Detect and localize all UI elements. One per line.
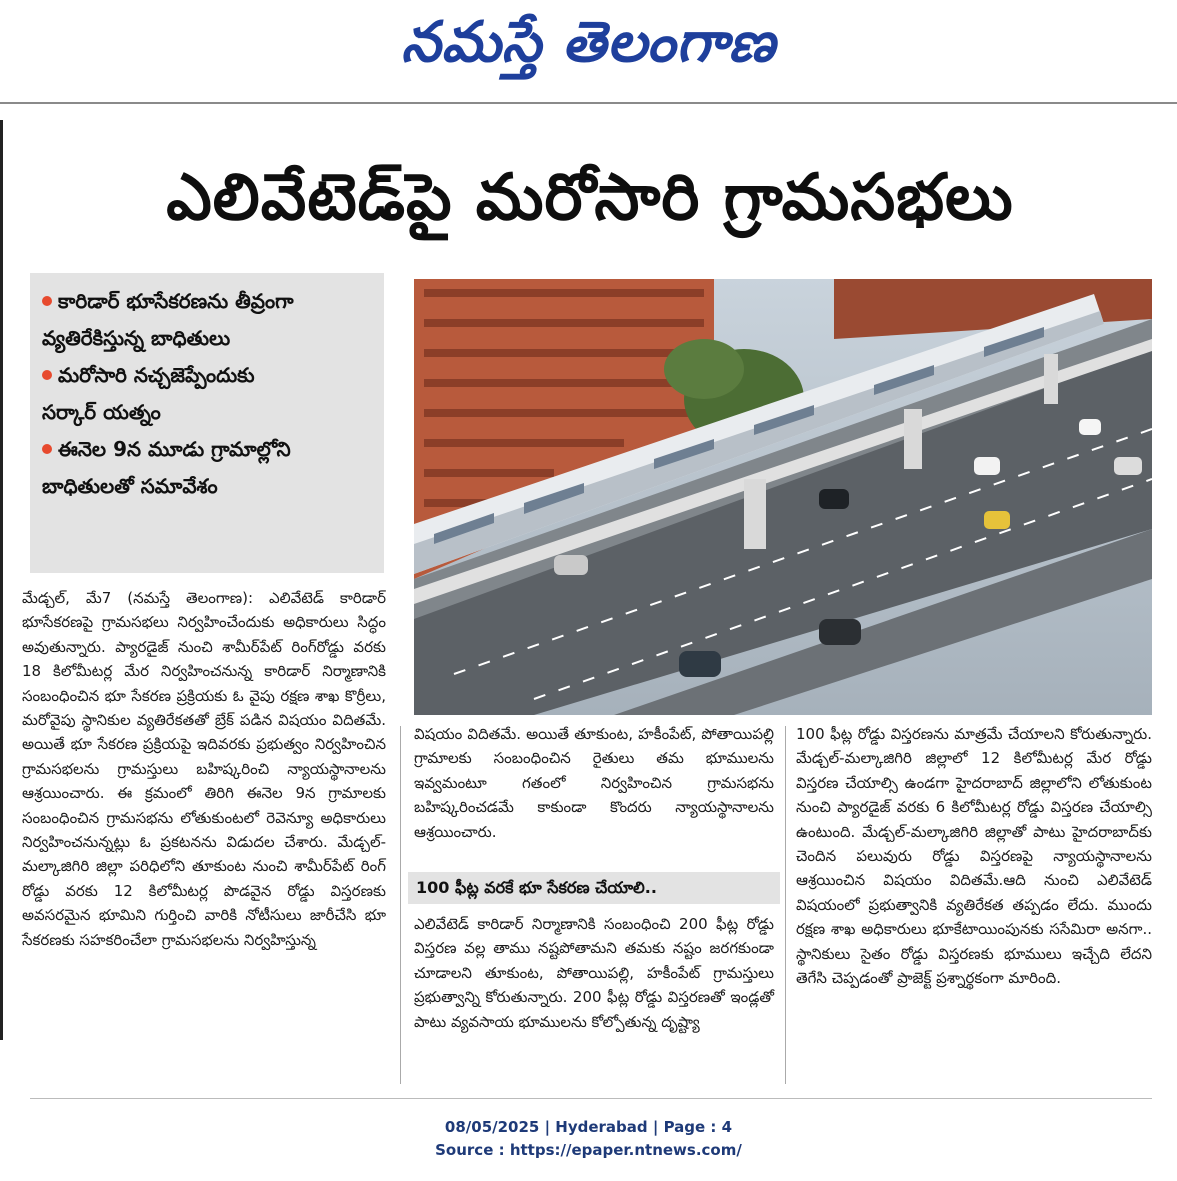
masthead-divider (0, 102, 1177, 104)
bullet-icon (42, 370, 52, 380)
article-column-3 (796, 722, 1152, 990)
edition-info: 08/05/2025 | Hyderabad | Page : 4 (444, 1118, 733, 1136)
highlight-item-continued: సర్కార్‌ యత్నం (42, 400, 161, 424)
article-paragraph: ఎలివేటెడ్‌ కారిడార్‌ నిర్మాణానికి సంబంధించి 200 ఫీట్ల రోడ్డు విస్తరణ వల్ల తాము నష్టపోతామని తమకు నష్టం జరగకుండా చూడాలని తూకుంట, పోతాయిపల్లి, హకీంపేట్‌ గ్రామస్తులు ప్రభుత్వాన్ని కోరుతున్నారు. 200 ఫీట్ల రోడ్డు విస్తరణతో ఇండ్లతో పాటు వ్యవసాయ భూములను కోల్పోతున్న దృష్ట్యా (414, 915, 774, 1031)
highlights-box (30, 273, 384, 573)
highlight-item-continued: వ్యతిరేకిస్తున్న బాధితులు (42, 326, 231, 350)
article-paragraph: మేడ్చల్‌, మే7 (నమస్తే తెలంగాణ): ఎలివేటెడ్‌ కారిడార్‌ భూసేకరణపై గ్రామసభలు నిర్వహించేందుకు అధికారులు సిద్ధం అవుతున్నారు. ప్యారడైజ్‌ నుంచి శామీర్‌పేట్‌ రింగ్‌రోడ్డు వరకు 18 కిలోమీటర్ల మేర నిర్వహించనున్న కారిడార్‌ నిర్మాణానికి సంబంధించిన భూ సేకరణ ప్రక్రియకు ఓ వైపు రక్షణ శాఖ కొర్రీలు, మరోవైపు స్థానికుల వ్యతిరేకతతో బ్రేక్‌ పడిన విషయం విదితమే. అయితే భూ సేకరణ ప్రక్రియపై ఇదివరకు ప్రభుత్వం నిర్వహించిన గ్రామసభలను గ్రామస్తులు బహిష్కరించి న్యాయస్థానాలను ఆశ్రయించారు. ఈ క్రమంలో తిరిగి ఈనెల 9న గ్రామాలకు సంబంధించిన గ్రామసభను లోతుకుంటలో రెవెన్యూ అధికారులు నిర్వహించనున్నట్లు ఓ ప్రకటనను విడుదల చేశారు. మేడ్చల్‌-మల్కాజిగిరి జిల్లా పరిధిలోని తూకుంట నుంచి శామీర్‌పేట్‌ రింగ్‌ రోడ్డు వరకు 12 కిలోమీటర్ల పొడవైన రోడ్డు విస్తరణకు అవసరమైన భూమిని గుర్తించి వారికి నోటీసులు జారీచేసి భూ సేకరణకు సహకరించేలా గ్రామసభలను నిర్వహిస్తున్న (22, 589, 386, 949)
highlight-item-continued: బాధితులతో సమావేశం (42, 474, 218, 498)
bullet-icon (42, 296, 52, 306)
masthead (0, 0, 1177, 102)
photo-illustration (414, 279, 1152, 715)
source-link[interactable]: Source : https://epaper.ntnews.com/ (435, 1141, 742, 1159)
elevated-metro-corridor-photo (414, 279, 1152, 715)
left-border-rule (0, 120, 3, 1040)
highlight-item: కారిడార్‌ భూసేకరణను తీవ్రంగా (42, 283, 372, 320)
column-divider (785, 726, 786, 1084)
article-headline: ఎలివేటెడ్‌పై మరోసారి గ్రామసభలు (166, 161, 1014, 235)
article-subheading: 100 ఫీట్ల వరకే భూ సేకరణ చేయాలి.. (408, 872, 780, 904)
article-paragraph: విషయం విదితమే. అయితే తూకుంట, హకీంపేట్‌, పోతాయిపల్లి గ్రామాలకు సంబంధించిన రైతులు తమ భూములను ఇవ్వమంటూ గతంలో నిర్వహించిన గ్రామసభను బహిష్కరించడమే కాకుండా కొందరు న్యాయస్థానాలను ఆశ్రయించారు. (414, 725, 774, 841)
highlight-item: ఈనెల 9న మూడు గ్రామాల్లోని (42, 431, 372, 468)
footer-divider (30, 1098, 1152, 1099)
article-column-2-continued (414, 912, 774, 1034)
newspaper-logo: నమస్తే తెలంగాణ (401, 9, 776, 75)
bullet-icon (42, 444, 52, 454)
article-column-2 (414, 722, 774, 844)
page-footer (0, 1116, 1177, 1162)
highlight-item: మరోసారి నచ్చజెప్పేందుకు (42, 357, 372, 394)
article-paragraph: 100 ఫీట్ల రోడ్డు విస్తరణను మాత్రమే చేయాలని కోరుతున్నారు. మేడ్చల్‌-మల్కాజిగిరి జిల్లాలో 12 కిలోమీటర్ల మేర రోడ్డు విస్తరణ చేయాల్సి ఉండగా హైదరాబాద్‌ జిల్లాలోని లోతుకుంట నుంచి ప్యారడైజ్‌ వరకు 6 కిలోమీటర్ల రోడ్డు విస్తరణ చేయాల్సి ఉంటుంది. మేడ్చల్‌-మల్కాజిగిరి జిల్లాతో పాటు హైదరాబాద్‌కు చెందిన పలువురు రోడ్డు విస్తరణపై న్యాయస్థానాలను ఆశ్రయించిన విషయం విదితమే.ఆది నుంచి ఎలివేటెడ్‌ విషయంలో ప్రభుత్వానికి వ్యతిరేకత తప్పడం లేదు. ముందు రక్షణ శాఖ అధికారులు భూకేటాయింపునకు ససేమిరా అనగా.. స్థానికులు సైతం రోడ్డు విస్తరణకు భూములు ఇచ్చేది లేదని తెగేసి చెప్పడంతో ప్రాజెక్ట్‌ ప్రశ్నార్థకంగా మారింది. (796, 725, 1152, 988)
column-divider (400, 726, 401, 1084)
article-column-1 (22, 586, 386, 952)
